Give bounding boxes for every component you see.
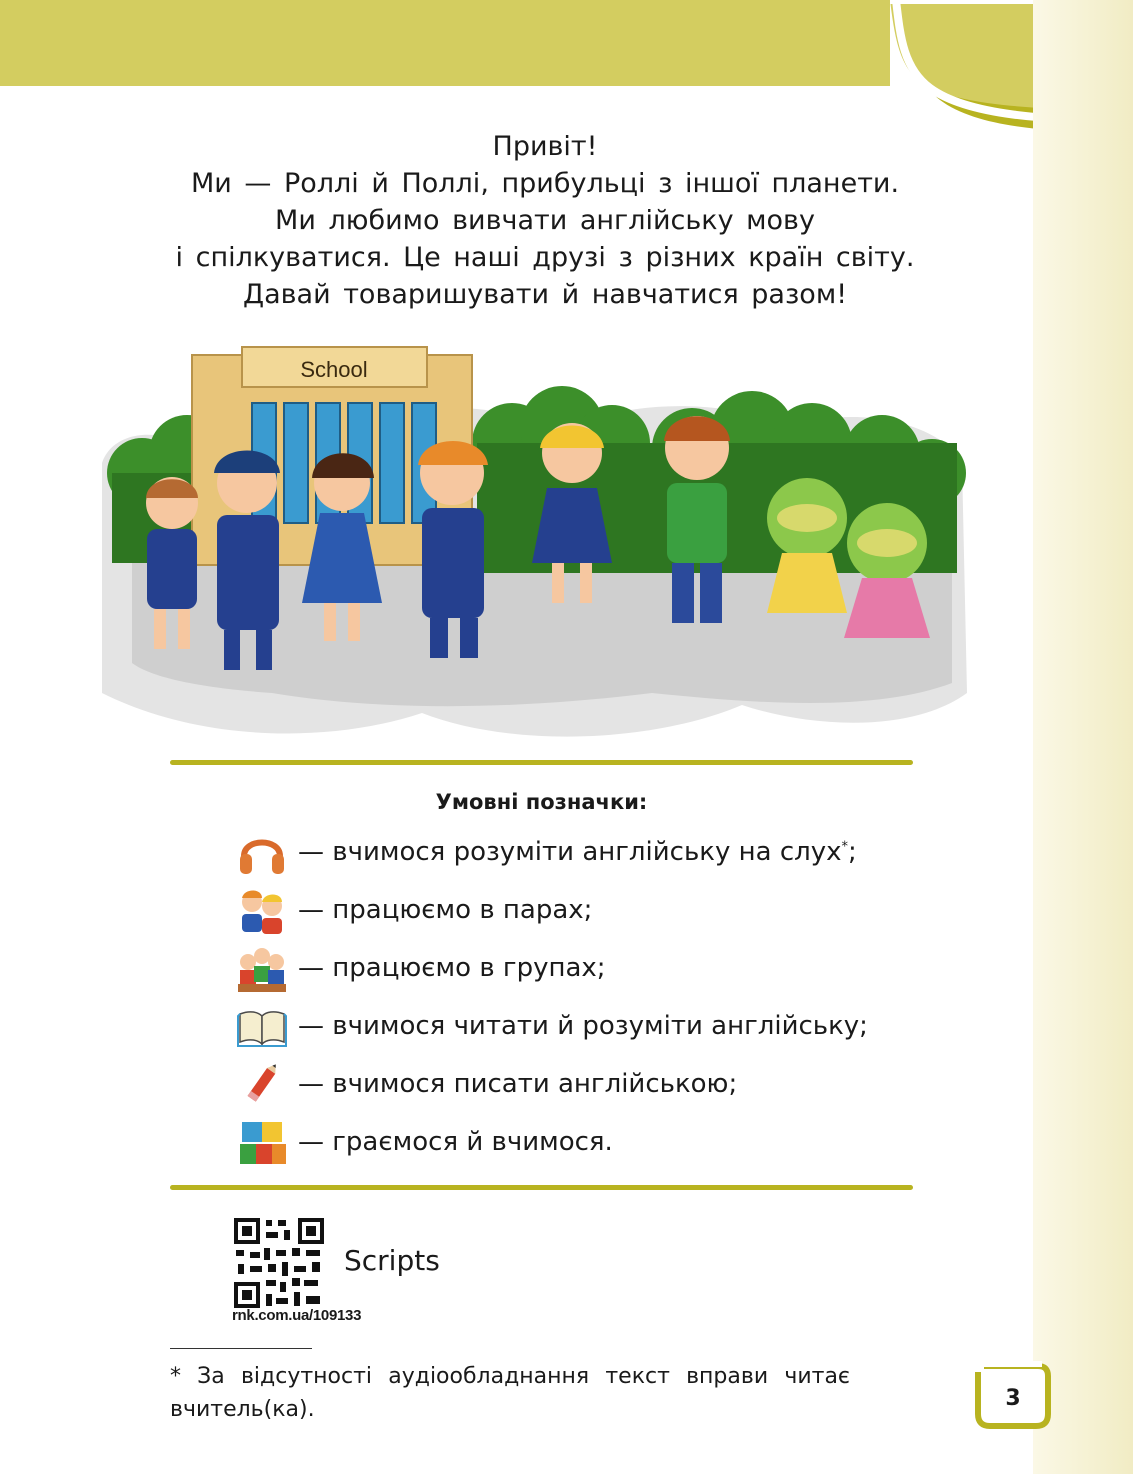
school-sign: School — [300, 357, 368, 382]
legend-text-tail: ; — [848, 837, 857, 867]
footnote-mark: * — [841, 839, 849, 855]
legend-item — [236, 1116, 936, 1168]
legend-text: — граємося й вчимося. — [298, 1127, 613, 1157]
qr-code-icon[interactable] — [234, 1218, 324, 1308]
legend-item — [236, 826, 936, 878]
page-number: 3 — [1005, 1386, 1021, 1411]
headphones-icon — [236, 826, 288, 878]
legend-item — [236, 1058, 936, 1110]
legend-title: Умовні позначки: — [435, 790, 648, 814]
qr-url[interactable]: rnk.com.ua/109133 — [232, 1307, 362, 1324]
legend-text: — вчимося читати й розуміти англійську; — [298, 1011, 868, 1041]
legend-item — [236, 942, 936, 994]
divider-bottom — [170, 1185, 913, 1190]
legend-text: — вчимося писати англійською; — [298, 1069, 738, 1099]
intro-line: Привіт! — [492, 131, 598, 162]
footnote-divider — [170, 1348, 312, 1349]
divider-top — [170, 760, 913, 765]
open-book-icon — [236, 1000, 288, 1052]
pencil-icon — [236, 1058, 288, 1110]
pair-work-icon — [236, 884, 288, 936]
top-band — [0, 0, 1133, 140]
legend-item — [236, 884, 936, 936]
toy-blocks-icon — [236, 1116, 288, 1168]
legend-text: — працюємо в групах; — [298, 953, 606, 983]
legend-text: — працюємо в парах; — [298, 895, 593, 925]
legend-text: — вчимося розуміти англійську на слух — [298, 837, 842, 867]
legend-item — [236, 1000, 936, 1052]
school-illustration — [92, 333, 977, 748]
intro-text — [120, 128, 970, 313]
intro-line: Давай товаришувати й навчатися разом! — [242, 279, 848, 310]
intro-line: Ми — Роллі й Поллі, прибульці з іншої планети. — [190, 168, 900, 199]
intro-line: і спілкуватися. Це наші друзі з різних країн світу. — [175, 242, 915, 273]
right-decorative-strip — [1033, 0, 1133, 1474]
footnote: * За відсутності аудіообладнання текст вправи читає вчитель(ка). — [170, 1364, 850, 1422]
intro-line: Ми любимо вивчати англійську мову — [275, 205, 815, 236]
scripts-label: Scripts — [344, 1244, 440, 1277]
group-work-icon — [236, 942, 288, 994]
